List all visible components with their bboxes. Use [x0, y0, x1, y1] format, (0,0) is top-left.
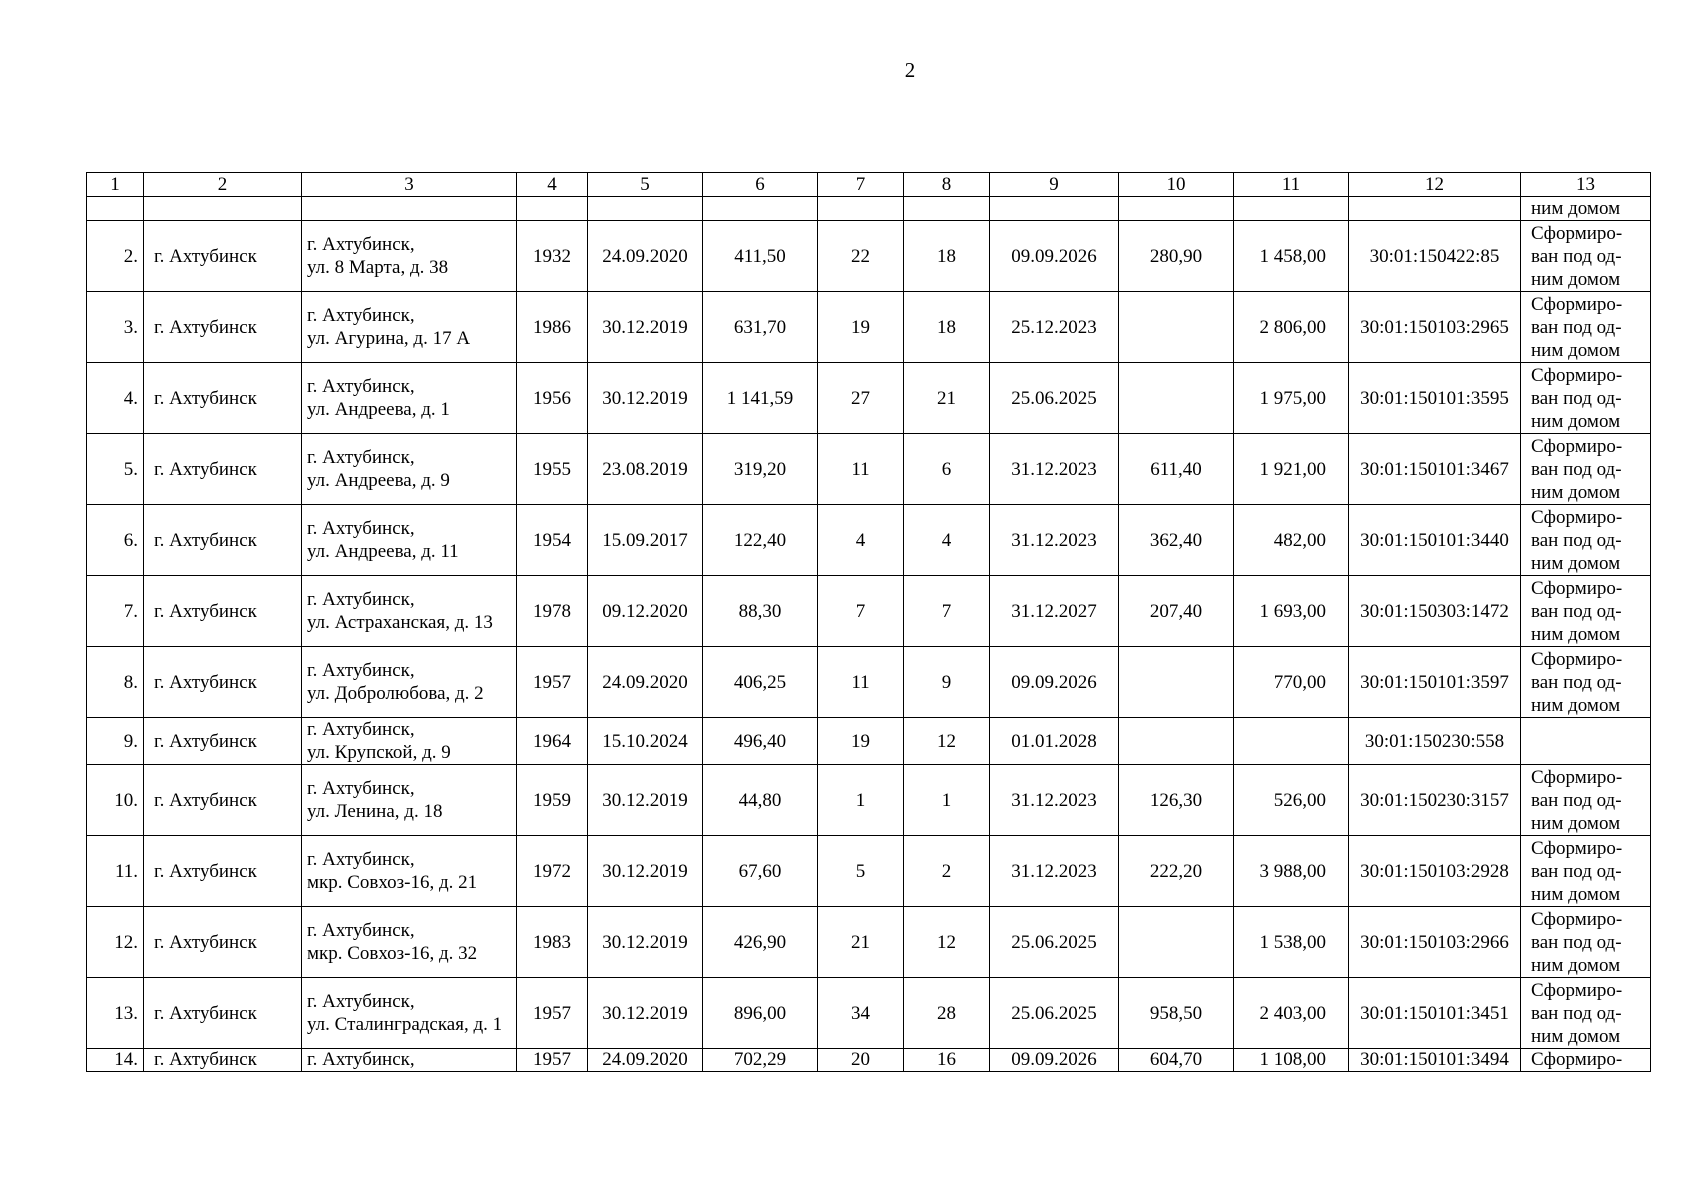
settlement: г. Ахтубинск: [144, 836, 302, 907]
address: [302, 221, 517, 292]
row-number: 13.: [87, 978, 144, 1049]
continuation-row: [87, 197, 1651, 221]
address: [302, 836, 517, 907]
address-line: г. Ахтубинск,: [307, 660, 415, 681]
note-line: Сформиро-: [1531, 908, 1623, 930]
note-line: ван под од-: [1531, 245, 1622, 267]
cadastral-number: 30:01:150101:3451: [1349, 978, 1521, 1049]
count-col-8: 9: [904, 647, 990, 718]
cell: [87, 197, 144, 221]
address-line: ул. Андреева, д. 11: [307, 541, 459, 562]
address-line: ул. Сталинградская, д. 1: [307, 1014, 503, 1035]
area-col-10: [1119, 718, 1234, 765]
count-col-7: 11: [818, 647, 904, 718]
row-number: 12.: [87, 907, 144, 978]
cell: [144, 197, 302, 221]
address: [302, 647, 517, 718]
address-line: г. Ахтубинск,: [307, 719, 415, 740]
note-line: ним домом: [1531, 481, 1621, 503]
table-row: [87, 576, 1651, 647]
land-note: [1521, 718, 1651, 765]
area-col-10: 222,20: [1119, 836, 1234, 907]
row-number: 14.: [87, 1049, 144, 1072]
count-col-8: 2: [904, 836, 990, 907]
area-value: 67,60: [703, 836, 818, 907]
land-area: 1 108,00: [1234, 1049, 1349, 1072]
row-number: 6.: [87, 505, 144, 576]
count-col-7: 1: [818, 765, 904, 836]
count-col-8: 18: [904, 221, 990, 292]
count-col-8: 21: [904, 363, 990, 434]
address-line: ул. Астраханская, д. 13: [307, 612, 493, 633]
settlement: г. Ахтубинск: [144, 907, 302, 978]
column-header-3: 3: [302, 173, 517, 197]
count-col-7: 21: [818, 907, 904, 978]
decision-date: 09.12.2020: [588, 576, 703, 647]
deadline-date: 01.01.2028: [990, 718, 1119, 765]
address-line: г. Ахтубинск,: [307, 849, 415, 870]
note-line: ним домом: [1531, 410, 1621, 432]
count-col-7: 7: [818, 576, 904, 647]
land-area: 1 693,00: [1234, 576, 1349, 647]
page-number: 2: [904, 58, 916, 82]
area-col-10: 126,30: [1119, 765, 1234, 836]
settlement: г. Ахтубинск: [144, 505, 302, 576]
cadastral-number: 30:01:150101:3494: [1349, 1049, 1521, 1072]
area-col-10: 604,70: [1119, 1049, 1234, 1072]
count-col-7: 5: [818, 836, 904, 907]
note-line: Сформиро-: [1531, 506, 1623, 528]
table-row: [87, 221, 1651, 292]
count-col-7: 20: [818, 1049, 904, 1072]
area-value: 319,20: [703, 434, 818, 505]
land-area: 3 988,00: [1234, 836, 1349, 907]
address-line: ул. Андреева, д. 9: [307, 470, 450, 491]
decision-date: 30.12.2019: [588, 978, 703, 1049]
area-col-10: [1119, 363, 1234, 434]
decision-date: 30.12.2019: [588, 363, 703, 434]
count-col-8: 16: [904, 1049, 990, 1072]
land-note: [1521, 363, 1651, 434]
deadline-date: 31.12.2023: [990, 505, 1119, 576]
decision-date: 24.09.2020: [588, 1049, 703, 1072]
area-col-10: 958,50: [1119, 978, 1234, 1049]
count-col-7: 4: [818, 505, 904, 576]
cell: [818, 197, 904, 221]
count-col-8: 1: [904, 765, 990, 836]
count-col-7: 19: [818, 718, 904, 765]
note-line: Сформиро-: [1531, 577, 1623, 599]
area-value: 496,40: [703, 718, 818, 765]
settlement: г. Ахтубинск: [144, 434, 302, 505]
address-line: мкр. Совхоз-16, д. 21: [307, 872, 478, 893]
address-line: г. Ахтубинск,: [307, 376, 415, 397]
deadline-date: 25.06.2025: [990, 363, 1119, 434]
cadastral-number: 30:01:150101:3467: [1349, 434, 1521, 505]
note-line: ним домом: [1531, 812, 1621, 834]
count-col-7: 34: [818, 978, 904, 1049]
deadline-date: 09.09.2026: [990, 221, 1119, 292]
row-number: 7.: [87, 576, 144, 647]
address-line: ул. Агурина, д. 17 А: [307, 328, 471, 349]
address-line: г. Ахтубинск,: [307, 305, 415, 326]
register-table: [86, 172, 1651, 1072]
address-line: ул. 8 Марта, д. 38: [307, 257, 449, 278]
decision-date: 30.12.2019: [588, 836, 703, 907]
area-value: 44,80: [703, 765, 818, 836]
note-line: ним домом: [1531, 1025, 1621, 1047]
address-line: г. Ахтубинск,: [307, 518, 415, 539]
column-header-9: 9: [990, 173, 1119, 197]
table-row: [87, 1049, 1651, 1072]
address: [302, 434, 517, 505]
area-col-10: 362,40: [1119, 505, 1234, 576]
column-header-11: 11: [1234, 173, 1349, 197]
area-value: 88,30: [703, 576, 818, 647]
address: [302, 576, 517, 647]
count-col-8: 7: [904, 576, 990, 647]
area-value: 406,25: [703, 647, 818, 718]
note-line: ван под од-: [1531, 671, 1622, 693]
cell: [990, 197, 1119, 221]
land-area: 1 975,00: [1234, 363, 1349, 434]
deadline-date: 25.06.2025: [990, 907, 1119, 978]
column-header-7: 7: [818, 173, 904, 197]
count-col-8: 12: [904, 718, 990, 765]
build-year: 1959: [517, 765, 588, 836]
table-row: [87, 765, 1651, 836]
note-line: ван под од-: [1531, 931, 1622, 953]
register-table-container: [86, 172, 1651, 1072]
note-line: ван под од-: [1531, 600, 1622, 622]
note-line: ван под од-: [1531, 316, 1622, 338]
cell: [302, 197, 517, 221]
column-header-13: 13: [1521, 173, 1651, 197]
column-header-6: 6: [703, 173, 818, 197]
note-line: Сформиро-: [1531, 364, 1623, 386]
build-year: 1972: [517, 836, 588, 907]
address-line: г. Ахтубинск,: [307, 234, 415, 255]
column-header-1: 1: [87, 173, 144, 197]
land-area: 1 458,00: [1234, 221, 1349, 292]
deadline-date: 25.12.2023: [990, 292, 1119, 363]
table-row: [87, 718, 1651, 765]
row-number: 8.: [87, 647, 144, 718]
row-number: 4.: [87, 363, 144, 434]
decision-date: 24.09.2020: [588, 221, 703, 292]
table-row: [87, 505, 1651, 576]
row-number: 5.: [87, 434, 144, 505]
settlement: г. Ахтубинск: [144, 1049, 302, 1072]
deadline-date: 31.12.2023: [990, 434, 1119, 505]
cell: [1349, 197, 1521, 221]
note-line: ван под од-: [1531, 529, 1622, 551]
table-row: [87, 978, 1651, 1049]
cadastral-number: 30:01:150230:3157: [1349, 765, 1521, 836]
address-line: г. Ахтубинск,: [307, 447, 415, 468]
build-year: 1957: [517, 1049, 588, 1072]
cadastral-number: 30:01:150422:85: [1349, 221, 1521, 292]
note-line: Сформиро-: [1531, 1049, 1623, 1070]
table-row: [87, 434, 1651, 505]
build-year: 1956: [517, 363, 588, 434]
address-line: г. Ахтубинск,: [307, 589, 415, 610]
address: [302, 363, 517, 434]
cell: [1119, 197, 1234, 221]
build-year: 1983: [517, 907, 588, 978]
cell: [904, 197, 990, 221]
settlement: г. Ахтубинск: [144, 978, 302, 1049]
count-col-8: 12: [904, 907, 990, 978]
note-line: ним домом: [1531, 694, 1621, 716]
note-line: ним домом: [1531, 883, 1621, 905]
address: [302, 505, 517, 576]
count-col-7: 22: [818, 221, 904, 292]
cadastral-number: 30:01:150101:3595: [1349, 363, 1521, 434]
cadastral-number: 30:01:150101:3440: [1349, 505, 1521, 576]
row-number: 11.: [87, 836, 144, 907]
land-note: [1521, 434, 1651, 505]
cadastral-number: 30:01:150103:2966: [1349, 907, 1521, 978]
area-col-10: [1119, 647, 1234, 718]
decision-date: 15.10.2024: [588, 718, 703, 765]
land-note: [1521, 576, 1651, 647]
land-area: [1234, 718, 1349, 765]
build-year: 1954: [517, 505, 588, 576]
address-line: г. Ахтубинск,: [307, 1049, 415, 1070]
count-col-8: 6: [904, 434, 990, 505]
land-note: [1521, 505, 1651, 576]
area-col-10: 611,40: [1119, 434, 1234, 505]
address-line: г. Ахтубинск,: [307, 778, 415, 799]
decision-date: 30.12.2019: [588, 907, 703, 978]
count-col-8: 28: [904, 978, 990, 1049]
decision-date: 23.08.2019: [588, 434, 703, 505]
column-header-2: 2: [144, 173, 302, 197]
column-header-8: 8: [904, 173, 990, 197]
address-line: ул. Ленина, д. 18: [307, 801, 443, 822]
land-note: [1521, 647, 1651, 718]
note-line: ним домом: [1531, 954, 1621, 976]
land-note: [1521, 978, 1651, 1049]
area-value: 122,40: [703, 505, 818, 576]
row-number: 3.: [87, 292, 144, 363]
land-note: [1521, 221, 1651, 292]
area-col-10: [1119, 907, 1234, 978]
cadastral-number: 30:01:150303:1472: [1349, 576, 1521, 647]
row-number: 2.: [87, 221, 144, 292]
cell: [703, 197, 818, 221]
note-line: Сформиро-: [1531, 837, 1623, 859]
table-body: [87, 197, 1651, 1072]
area-value: 896,00: [703, 978, 818, 1049]
note-line: ним домом: [1531, 268, 1621, 290]
decision-date: 30.12.2019: [588, 765, 703, 836]
address: [302, 718, 517, 765]
settlement: г. Ахтубинск: [144, 576, 302, 647]
row-number: 10.: [87, 765, 144, 836]
address-line: ул. Крупской, д. 9: [307, 742, 451, 763]
land-note: [1521, 836, 1651, 907]
deadline-date: 31.12.2023: [990, 765, 1119, 836]
note-line: ван под од-: [1531, 789, 1622, 811]
note-line: ван под од-: [1531, 1002, 1622, 1024]
deadline-date: 25.06.2025: [990, 978, 1119, 1049]
note-line: ним домом: [1531, 552, 1621, 574]
deadline-date: 09.09.2026: [990, 1049, 1119, 1072]
decision-date: 30.12.2019: [588, 292, 703, 363]
build-year: 1932: [517, 221, 588, 292]
decision-date: 15.09.2017: [588, 505, 703, 576]
note-line: Сформиро-: [1531, 766, 1623, 788]
address-line: ул. Добролюбова, д. 2: [307, 683, 484, 704]
column-header-4: 4: [517, 173, 588, 197]
note-line: ван под од-: [1531, 387, 1622, 409]
cadastral-number: 30:01:150103:2928: [1349, 836, 1521, 907]
build-year: 1957: [517, 978, 588, 1049]
deadline-date: 31.12.2023: [990, 836, 1119, 907]
land-note: [1521, 292, 1651, 363]
land-note: [1521, 765, 1651, 836]
address: [302, 765, 517, 836]
settlement: г. Ахтубинск: [144, 647, 302, 718]
address: [302, 978, 517, 1049]
note-line: Сформиро-: [1531, 435, 1623, 457]
settlement: г. Ахтубинск: [144, 292, 302, 363]
note-line: Сформиро-: [1531, 293, 1623, 315]
settlement: г. Ахтубинск: [144, 221, 302, 292]
deadline-date: 09.09.2026: [990, 647, 1119, 718]
count-col-7: 27: [818, 363, 904, 434]
table-row: [87, 363, 1651, 434]
settlement: г. Ахтубинск: [144, 718, 302, 765]
address-line: г. Ахтубинск,: [307, 991, 415, 1012]
land-area: 770,00: [1234, 647, 1349, 718]
address: [302, 292, 517, 363]
land-area: 2 403,00: [1234, 978, 1349, 1049]
note-line: ним домом: [1531, 339, 1621, 361]
count-col-8: 4: [904, 505, 990, 576]
build-year: 1957: [517, 647, 588, 718]
area-value: 411,50: [703, 221, 818, 292]
area-col-10: [1119, 292, 1234, 363]
settlement: г. Ахтубинск: [144, 363, 302, 434]
address: [302, 907, 517, 978]
count-col-8: 18: [904, 292, 990, 363]
build-year: 1955: [517, 434, 588, 505]
land-area: 1 921,00: [1234, 434, 1349, 505]
address-line: г. Ахтубинск,: [307, 920, 415, 941]
land-area: 526,00: [1234, 765, 1349, 836]
cell: [1234, 197, 1349, 221]
column-header-12: 12: [1349, 173, 1521, 197]
cadastral-number: 30:01:150101:3597: [1349, 647, 1521, 718]
cell: [588, 197, 703, 221]
area-col-10: 207,40: [1119, 576, 1234, 647]
area-value: 702,29: [703, 1049, 818, 1072]
build-year: 1978: [517, 576, 588, 647]
land-area: 482,00: [1234, 505, 1349, 576]
note-line: Сформиро-: [1531, 979, 1623, 1001]
note-line: ван под од-: [1531, 458, 1622, 480]
land-note: [1521, 1049, 1651, 1072]
land-note: [1521, 907, 1651, 978]
address-line: ул. Андреева, д. 1: [307, 399, 450, 420]
header-row: [87, 173, 1651, 197]
area-col-10: 280,90: [1119, 221, 1234, 292]
count-col-7: 19: [818, 292, 904, 363]
row-number: 9.: [87, 718, 144, 765]
build-year: 1964: [517, 718, 588, 765]
cadastral-number: 30:01:150230:558: [1349, 718, 1521, 765]
note-line: Сформиро-: [1531, 648, 1623, 670]
area-value: 426,90: [703, 907, 818, 978]
table-row: [87, 907, 1651, 978]
land-area: 2 806,00: [1234, 292, 1349, 363]
cell: [517, 197, 588, 221]
address-line: мкр. Совхоз-16, д. 32: [307, 943, 478, 964]
settlement: г. Ахтубинск: [144, 765, 302, 836]
area-value: 631,70: [703, 292, 818, 363]
table-row: [87, 292, 1651, 363]
table-row: [87, 836, 1651, 907]
count-col-7: 11: [818, 434, 904, 505]
column-header-5: 5: [588, 173, 703, 197]
decision-date: 24.09.2020: [588, 647, 703, 718]
build-year: 1986: [517, 292, 588, 363]
continuation-note: ним домом: [1521, 197, 1651, 221]
cadastral-number: 30:01:150103:2965: [1349, 292, 1521, 363]
note-line: ван под од-: [1531, 860, 1622, 882]
table-row: [87, 647, 1651, 718]
address: [302, 1049, 517, 1072]
column-header-10: 10: [1119, 173, 1234, 197]
deadline-date: 31.12.2027: [990, 576, 1119, 647]
note-line: Сформиро-: [1531, 222, 1623, 244]
note-line: ним домом: [1531, 623, 1621, 645]
area-value: 1 141,59: [703, 363, 818, 434]
land-area: 1 538,00: [1234, 907, 1349, 978]
